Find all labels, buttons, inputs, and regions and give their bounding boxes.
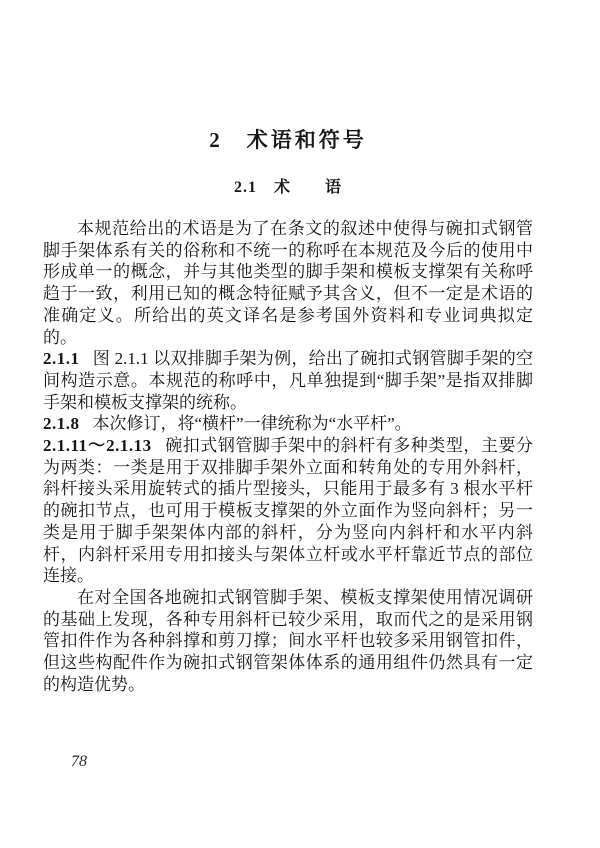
clause-paragraph-2-1-8 — [43, 413, 533, 435]
clause-paragraph-2-1-11-to-2-1-13 — [43, 435, 533, 587]
paragraph-text: 图 2.1.1 以双排脚手架为例，给出了碗扣式钢管脚手架的空间构造示意。本规范的称呼中，凡单独提到“脚手架”是指双排脚手架和模板支撑架的统称。 — [43, 349, 533, 412]
chapter-title: 2 术语和符号 — [209, 128, 367, 152]
page-content — [43, 128, 533, 695]
page-number: 78 — [71, 753, 87, 770]
clause-paragraph-2-1-1 — [43, 348, 533, 413]
paragraph-text: 本次修订，将“横杆”一律统称为“水平杆”。 — [92, 414, 412, 434]
closing-paragraph — [43, 587, 533, 696]
paragraph-text: 本规范给出的术语是为了在条文的叙述中使得与碗扣式钢管脚手架体系有关的俗称和不统一的称呼在本规范及今后的使用中形成单一的概念，并与其他类型的脚手架和模板支撑架有关称呼趋于一致，利用已知的概念特征赋予其含义，但不一定是术语的准确定义。所给出的英文译名是参考国外资料和专业词典拟定的。 — [43, 219, 533, 347]
paragraph-text: 在对全国各地碗扣式钢管脚手架、模板支撑架使用情况调研的基础上发现，各种专用斜杆已较少采用，取而代之的是采用钢管扣件作为各种斜撑和剪刀撑；间水平杆也较多采用钢管扣件，但这些构配件作为碗扣式钢管架体体系的通用组件仍然具有一定的构造优势。 — [43, 587, 533, 694]
intro-paragraph — [43, 218, 533, 348]
paragraph-text: 碗扣式钢管脚手架中的斜杆有多种类型，主要分为两类：一类是用于双排脚手架外立面和转角处的专用外斜杆，斜杆接头采用旋转式的插片型接头，只能用于最多有 3 根水平杆的碗扣节点，也可用于模板支撑架的外立面作为竖向斜杆；另一类是用于脚手架架体内部的斜杆，分为竖向内斜杆和水平内斜杆，内斜杆采用专用扣接头与架体立杆或水平杆靠近节点的部位连接。 — [43, 436, 534, 586]
clause-number: 2.1.11～2.1.13 — [43, 436, 152, 456]
clause-number: 2.1.8 — [43, 414, 80, 434]
clause-number: 2.1.1 — [43, 349, 80, 369]
section-title: 2.1 术 语 — [233, 179, 342, 196]
